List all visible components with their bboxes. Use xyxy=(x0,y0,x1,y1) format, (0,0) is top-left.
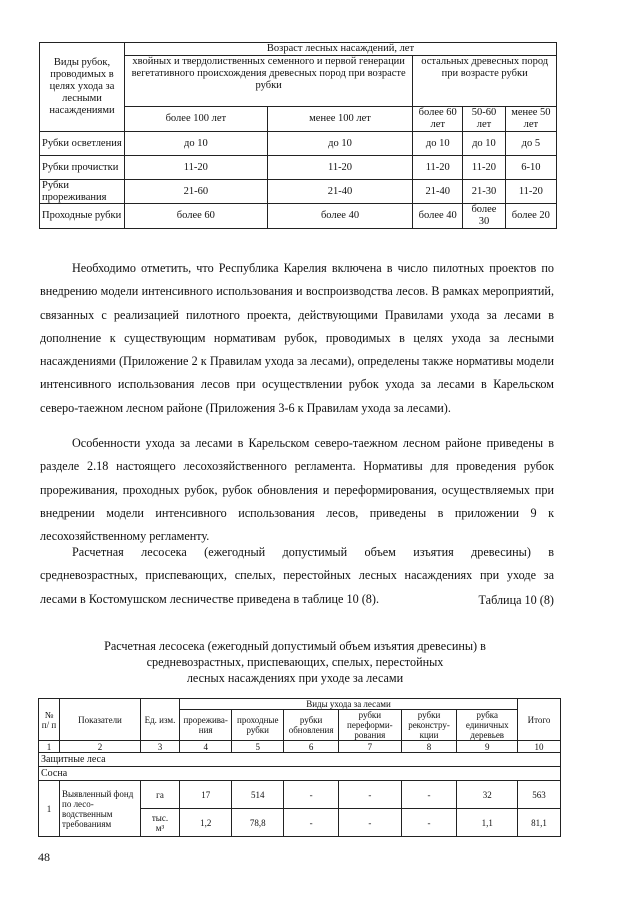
column-number: 5 xyxy=(232,741,284,753)
table-cell: - xyxy=(401,781,457,809)
table-cell: 11-20 xyxy=(267,156,413,180)
table-cell: 514 xyxy=(232,781,284,809)
column-number: 2 xyxy=(60,741,141,753)
column-number: 7 xyxy=(339,741,401,753)
subheader-age: менее 50 лет xyxy=(505,107,556,132)
table-cell: 11-20 xyxy=(125,156,268,180)
table-cell: более 20 xyxy=(505,204,556,229)
table-cell: 21-30 xyxy=(463,180,506,204)
table-title xyxy=(60,638,530,686)
header-type: рубка единичных деревьев xyxy=(457,710,518,741)
table-caption: Таблица 10 (8) xyxy=(478,593,554,607)
paragraph-features: Особенности ухода за лесами в Карельском северо-таежном лесном районе приведены в разделе 2.18 настоящего лесохозяйственного регламента. Нормативы для проведения рубок прореживания, проходных рубок, рубок обновления и переформирования, осуществляемых при внедрении модели интенсивного использования лесов, приведены в приложении 9 к лесохозяйственному регламенту. xyxy=(40,436,554,544)
species-label: Сосна xyxy=(39,767,561,781)
header-care-types: Виды ухода за лесами xyxy=(180,699,518,710)
row-label: Рубки прореживания xyxy=(40,180,125,204)
table-cell: более 40 xyxy=(267,204,413,229)
row-label: Проходные рубки xyxy=(40,204,125,229)
table-cell: 6-10 xyxy=(505,156,556,180)
header-type: рубки переформи-рования xyxy=(339,710,401,741)
table-cell: - xyxy=(339,781,401,809)
column-number: 4 xyxy=(180,741,232,753)
header-unit: Ед. изм. xyxy=(141,699,180,741)
table-cell: - xyxy=(284,809,339,837)
table-cell: - xyxy=(339,809,401,837)
table-title-line: лесных насаждениях при уходе за лесами xyxy=(186,671,404,685)
table-cell: 11-20 xyxy=(413,156,463,180)
row-unit xyxy=(141,809,180,837)
header-cut-types: Виды рубок, проводимых в целях ухода за лесными насаждениями xyxy=(40,43,125,132)
header-number: № п/ п xyxy=(39,699,60,741)
table-cell: до 10 xyxy=(125,132,268,156)
header-group-conifer: хвойных и твердолиственных семенного и первой генерации вегетативного происхождения древесных пород при возрасте рубки xyxy=(125,56,413,107)
table-cell: до 10 xyxy=(413,132,463,156)
table-cell: более 60 xyxy=(125,204,268,229)
table-row xyxy=(39,781,561,809)
allowable-cut-table xyxy=(38,698,561,837)
row-label: Выявленный фонд по лесо-водственным требованиям xyxy=(60,781,141,837)
paragraph-pilot-project: Необходимо отметить, что Республика Карелия включена в число пилотных проектов по внедрению модели интенсивного использования и воспроизводства лесов. В рамках мероприятий, связанных с реализацией пилотного проекта, действующими Правилами ухода за лесами в дополнение к существующим нормативам рубок, проводимых в целях ухода за лесными насаждениями (Приложение 2 к Правилам ухода за лесами), определены также нормативы модели интенсивного использования лесов при осуществлении рубок ухода за лесами в Карельском северо-таежном лесном районе (Приложения 3-6 к Правилам ухода за лесами). xyxy=(40,261,554,415)
table-row xyxy=(40,180,557,204)
header-group-other: остальных древесных пород при возрасте рубки xyxy=(413,56,557,107)
table-cell: более 30 xyxy=(463,204,506,229)
table-row xyxy=(40,156,557,180)
header-total: Итого xyxy=(518,699,561,741)
row-unit: га xyxy=(141,781,180,809)
table-cell: 21-40 xyxy=(413,180,463,204)
table-cell: - xyxy=(284,781,339,809)
column-number: 6 xyxy=(284,741,339,753)
header-forest-age: Возраст лесных насаждений, лет xyxy=(125,43,557,56)
page-number: 48 xyxy=(38,850,50,864)
subheader-age: более 60 лет xyxy=(413,107,463,132)
header-type: проходные рубки xyxy=(232,710,284,741)
table-cell: 81,1 xyxy=(518,809,561,837)
table-cell: 78,8 xyxy=(232,809,284,837)
table-row xyxy=(40,132,557,156)
column-number: 10 xyxy=(518,741,561,753)
table-cell: до 10 xyxy=(463,132,506,156)
table-cell: 21-60 xyxy=(125,180,268,204)
table-cell: 32 xyxy=(457,781,518,809)
table-cell: 1,1 xyxy=(457,809,518,837)
section-label: Защитные леса xyxy=(39,753,561,767)
header-indicators: Показатели xyxy=(60,699,141,741)
table-cell: 563 xyxy=(518,781,561,809)
table-cell: 11-20 xyxy=(463,156,506,180)
table-cell: - xyxy=(401,809,457,837)
table-cell: 1,2 xyxy=(180,809,232,837)
table-cell: 11-20 xyxy=(505,180,556,204)
table-cell: более 40 xyxy=(413,204,463,229)
table-cell: 21-40 xyxy=(267,180,413,204)
table-title-line: Расчетная лесосека (ежегодный допустимый объем изъятия древесины) в xyxy=(104,639,486,653)
column-number: 1 xyxy=(39,741,60,753)
table-cell: до 10 xyxy=(267,132,413,156)
header-type: прорежива-ния xyxy=(180,710,232,741)
column-number: 3 xyxy=(141,741,180,753)
column-number: 8 xyxy=(401,741,457,753)
header-type: рубки реконстру-кции xyxy=(401,710,457,741)
table-title-line: средневозрастных, приспевающих, спелых, перестойных xyxy=(146,655,444,669)
forest-care-age-table xyxy=(39,42,557,229)
row-label: Рубки прочистки xyxy=(40,156,125,180)
unit-sub: м³ xyxy=(155,822,165,833)
row-number: 1 xyxy=(39,781,60,837)
paragraph-allowable-cut: Расчетная лесосека (ежегодный допустимый объем изъятия древесины) в средневозрастных, приспевающих, спелых, перестойных лесных насаждениях при уходе за лесами в Костомушском лесничестве приведена в таблице 10 (8). xyxy=(40,545,554,606)
table-cell: до 5 xyxy=(505,132,556,156)
header-type: рубки обновления xyxy=(284,710,339,741)
subheader-age: менее 100 лет xyxy=(267,107,413,132)
column-number: 9 xyxy=(457,741,518,753)
subheader-age: более 100 лет xyxy=(125,107,268,132)
row-label: Рубки осветления xyxy=(40,132,125,156)
table-row xyxy=(40,204,557,229)
table-cell: 17 xyxy=(180,781,232,809)
unit-main: тыс. xyxy=(151,812,169,823)
subheader-age: 50-60 лет xyxy=(463,107,506,132)
